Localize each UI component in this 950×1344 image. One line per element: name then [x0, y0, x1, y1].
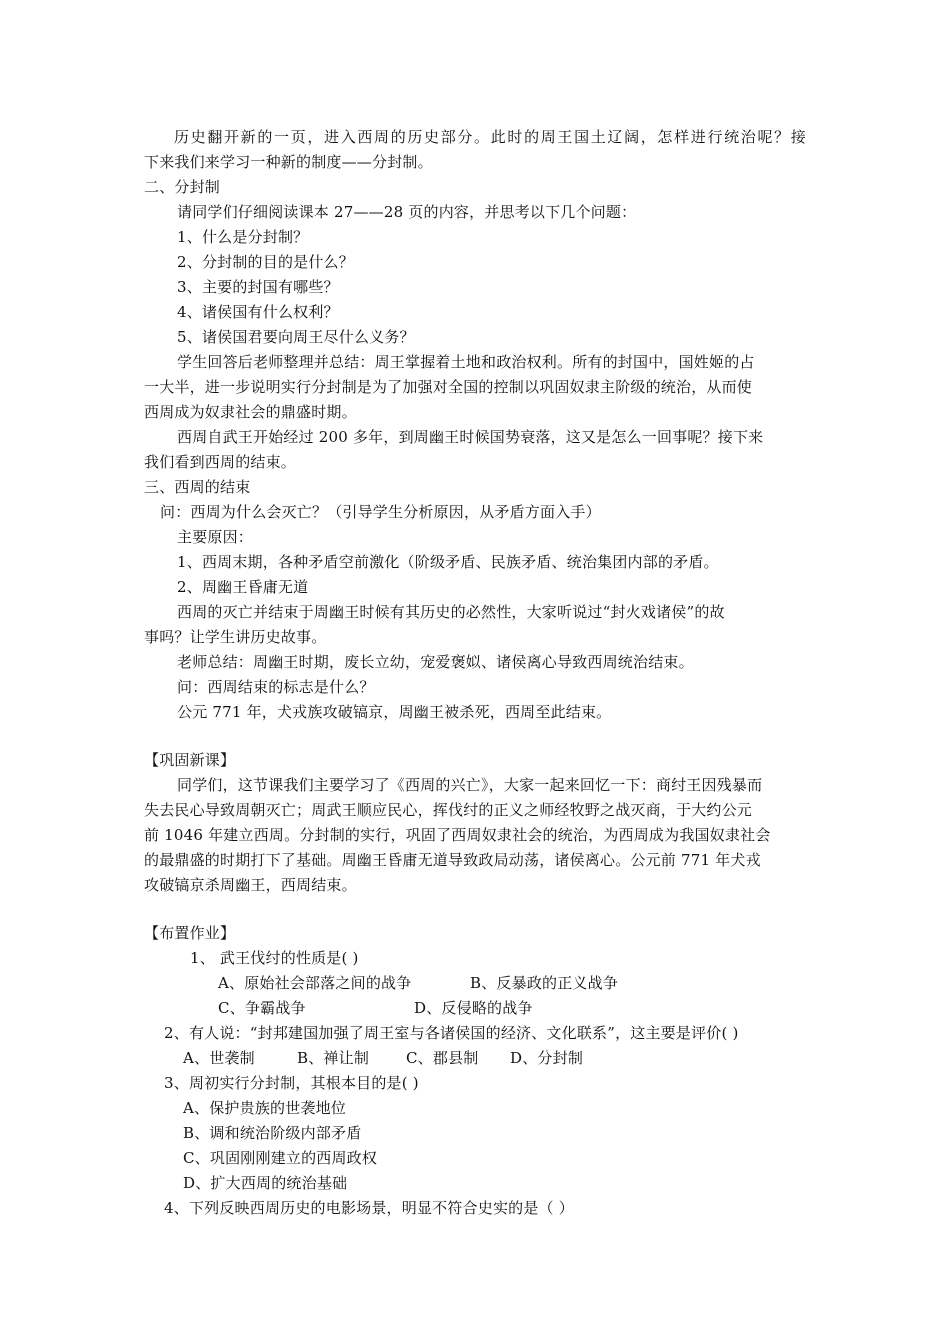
main-reasons-label: 主要原因：	[177, 528, 254, 546]
q3-option-d: D、扩大西周的统治基础	[183, 1174, 348, 1192]
review-heading: 【巩固新课】	[144, 751, 236, 769]
reason-1: 1、西周末期，各种矛盾空前激化（阶级矛盾、民族矛盾、统治集团内部的矛盾。	[177, 553, 719, 571]
question-end-sign: 问：西周结束的标志是什么？	[177, 678, 375, 696]
paragraph-intro-line2: 下来我们来学习一种新的制度——分封制。	[144, 153, 433, 171]
question-5: 5、诸侯国君要向周王尽什么义务？	[177, 328, 415, 346]
summary-line1: 学生回答后老师整理并总结：周王掌握着土地和政治权利。所有的封国中，国姓姬的占	[177, 353, 755, 371]
question-4: 4、诸侯国有什么权利？	[177, 303, 339, 321]
q1-option-d: D、反侵略的战争	[414, 999, 533, 1017]
q2-option-a: A、世袭制	[183, 1049, 255, 1067]
paragraph-intro-line1: 历史翻开新的一页，进入西周的历史部分。此时的周王国土辽阔，怎样进行统治呢？接	[174, 128, 806, 146]
q3-option-a: A、保护贵族的世袭地位	[183, 1099, 347, 1117]
homework-question-1: 1、 武王伐纣的性质是( )	[190, 949, 359, 967]
story-line2: 事吗？让学生讲历史故事。	[144, 628, 327, 646]
story-line1: 西周的灭亡并结束于周幽王时候有其历史的必然性，大家听说过“封火戏诸侯”的故	[177, 603, 725, 621]
q2-option-b: B、禅让制	[297, 1049, 370, 1067]
q2-option-c: C、郡县制	[406, 1049, 479, 1067]
teacher-summary: 老师总结：周幽王时期，废长立幼，宠爱褒姒、诸侯离心导致西周统治结束。	[177, 653, 694, 671]
homework-question-3: 3、周初实行分封制，其根本目的是( )	[164, 1074, 419, 1092]
q1-option-a: A、原始社会部落之间的战争	[218, 974, 412, 992]
reading-instruction: 请同学们仔细阅读课本 27——28 页的内容，并思考以下几个问题：	[177, 203, 637, 221]
transition-line2: 我们看到西周的结束。	[144, 453, 297, 471]
review-line1: 同学们，这节课我们主要学习了《西周的兴亡》，大家一起来回忆一下：商纣王因残暴而	[177, 776, 763, 794]
reason-2: 2、周幽王昏庸无道	[177, 578, 309, 596]
review-line3: 前 1046 年建立西周。分封制的实行，巩固了西周奴隶社会的统治，为西周成为我国奴隶社会	[144, 826, 771, 844]
q3-option-c: C、巩固刚刚建立的西周政权	[183, 1149, 378, 1167]
review-line5: 攻破镐京杀周幽王，西周结束。	[144, 876, 357, 894]
homework-question-2: 2、有人说：“封邦建国加强了周王室与各诸侯国的经济、文化联系”，这主要是评价( )	[164, 1024, 739, 1042]
question-why-fall: 问：西周为什么会灭亡？（引导学生分析原因，从矛盾方面入手）	[160, 503, 601, 521]
review-line4: 的最鼎盛的时期打下了基础。周幽王昏庸无道导致政局动荡，诸侯离心。公元前 771 年犬戎	[144, 851, 761, 869]
q2-option-d: D、分封制	[510, 1049, 584, 1067]
review-line2: 失去民心导致周朝灭亡；周武王顺应民心，挥伐纣的正义之师经牧野之战灭商，于大约公元	[144, 801, 753, 819]
question-3: 3、主要的封国有哪些？	[177, 278, 339, 296]
q1-option-b: B、反暴政的正义战争	[470, 974, 619, 992]
section-heading-fenfengzhi: 二、分封制	[144, 178, 221, 196]
homework-heading: 【布置作业】	[144, 924, 236, 942]
section-heading-end-of-western-zhou: 三、西周的结束	[144, 478, 251, 496]
answer-end-sign: 公元 771 年，犬戎族攻破镐京，周幽王被杀死，西周至此结束。	[177, 703, 612, 721]
question-2: 2、分封制的目的是什么？	[177, 253, 354, 271]
homework-question-4: 4、下列反映西周历史的电影场景，明显不符合史实的是（ ）	[164, 1199, 574, 1217]
summary-line2: 一大半，进一步说明实行分封制是为了加强对全国的控制以巩固奴隶主阶级的统治，从而使	[144, 378, 753, 396]
question-1: 1、什么是分封制？	[177, 228, 309, 246]
transition-line1: 西周自武王开始经过 200 多年，到周幽王时候国势衰落，这又是怎么一回事呢？接下来	[177, 428, 764, 446]
summary-line3: 西周成为奴隶社会的鼎盛时期。	[144, 403, 357, 421]
q3-option-b: B、调和统治阶级内部矛盾	[183, 1124, 362, 1142]
q1-option-c: C、争霸战争	[218, 999, 306, 1017]
